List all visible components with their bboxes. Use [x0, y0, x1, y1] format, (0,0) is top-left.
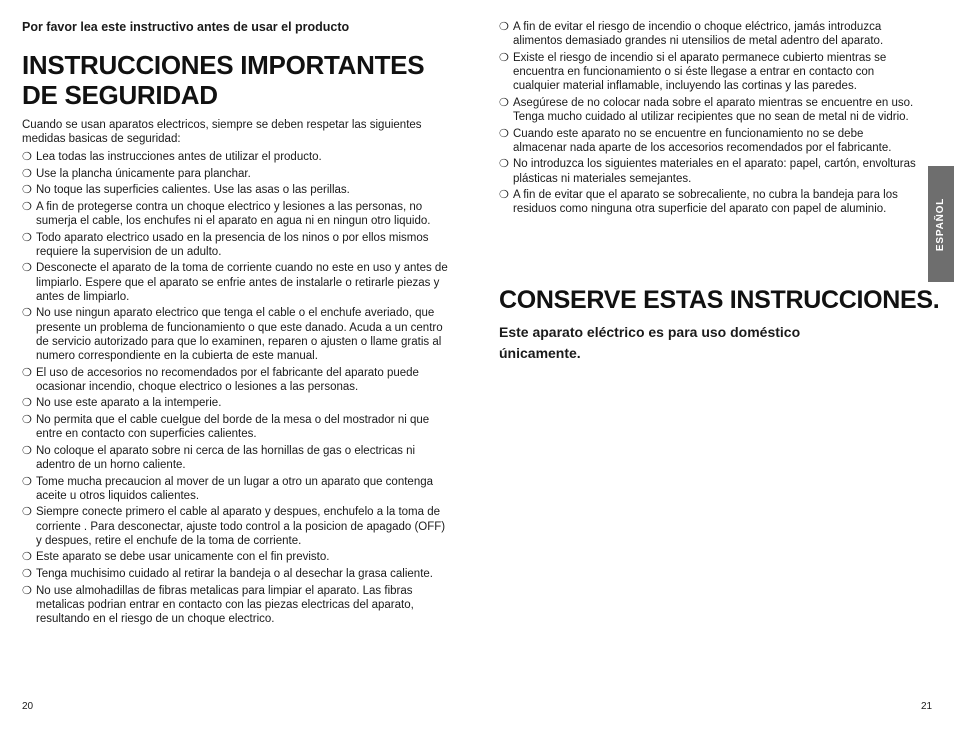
conserve-title: CONSERVE ESTAS INSTRUCCIONES. [499, 286, 940, 314]
list-item [22, 584, 448, 627]
bullet-icon: ❍ [499, 96, 509, 109]
bullet-icon: ❍ [22, 584, 32, 597]
list-item [499, 127, 919, 155]
bullet-icon: ❍ [499, 158, 509, 171]
safety-list-left [22, 150, 448, 629]
domestic-use-note: Este aparato eléctrico es para uso doméstico únicamente. [499, 324, 801, 361]
list-item [499, 188, 919, 216]
bullet-icon: ❍ [22, 567, 32, 580]
list-item [22, 261, 448, 304]
safety-list-right [499, 20, 919, 219]
bullet-icon: ❍ [22, 475, 32, 488]
page-title [22, 50, 452, 110]
list-item-text: Use la plancha únicamente para planchar. [36, 167, 251, 180]
list-item-text: A fin de protegerse contra un choque electrico y lesiones a las personas, no sumerja el cable, los enchufes ni el aparato en agua ni en ningun otro liquido. [36, 200, 431, 227]
bullet-icon: ❍ [22, 231, 32, 244]
list-item [22, 183, 448, 197]
list-item-text: Desconecte el aparato de la toma de corriente cuando no este en uso y antes de limpiarlo. Espere que el aparato se enfrie antes de instalarle o retirarle piezas y antes de limpiarlo. [36, 262, 448, 303]
bullet-icon: ❍ [22, 151, 32, 163]
list-item [22, 505, 448, 548]
list-item [22, 396, 448, 410]
list-item-text: Siempre conecte primero el cable al aparato y despues, enchufelo a la toma de corriente . Para desconectar, ajuste todo control a la posicion de apagado (OFF) y despues, retire el enchufe de la toma de corriente. [36, 506, 446, 547]
bullet-icon: ❍ [22, 413, 32, 426]
list-item [22, 444, 448, 472]
list-item-text: A fin de evitar el riesgo de incendio o choque eléctrico, jamás introduzca alimentos demasiado grandes ni utensilios de metal adentro del aparato. [513, 21, 884, 48]
list-item-text: No coloque el aparato sobre ni cerca de las hornillas de gas o electricas ni adentro de un horno caliente. [36, 444, 416, 471]
list-item [22, 550, 448, 564]
list-item [22, 475, 448, 503]
list-item-text: Existe el riesgo de incendio si el aparato permanece cubierto mientras se encuentra en funcionamiento o si éste llegase a entrar en contacto con cualquier material inflamable, incluyendo las cortinas y las paredes. [513, 51, 887, 93]
list-item-text: Todo aparato electrico usado en la presencia de los ninos o por ellos mismos requiere la supervision de un adulto. [36, 231, 429, 258]
list-item-text: A fin de evitar que el aparato se sobrecaliente, no cubra la bandeja para los residuos como ninguna otra superficie del aparato con papel de aluminio. [513, 189, 898, 216]
list-item-text: Tome mucha precaucion al mover de un lugar a otro un aparato que contenga aceite u otros liquidos calientes. [36, 475, 434, 502]
language-tab [928, 166, 954, 282]
list-item-text: No toque las superficies calientes. Use las asas o las perillas. [36, 184, 350, 197]
bullet-icon: ❍ [22, 551, 32, 564]
list-item-text: Este aparato se debe usar unicamente con el fin previsto. [36, 551, 330, 564]
list-item-text: Lea todas las instrucciones antes de utilizar el producto. [36, 151, 322, 163]
intro-note: Por favor lea este instructivo antes de usar el producto [22, 20, 350, 34]
list-item [22, 200, 448, 228]
list-item [22, 306, 448, 363]
list-item [22, 231, 448, 259]
list-item-text: No permita que el cable cuelgue del borde de la mesa o del mostrador ni que entre en contacto con superficies calientes. [36, 413, 430, 441]
list-item-text: No use almohadillas de fibras metalicas para limpiar el aparato. Las fibras metalicas podrian entrar en contacto con las piezas electricas del aparato, resultando en el riesgo de un choque electrico. [36, 584, 414, 625]
list-item [22, 167, 448, 181]
list-item [22, 567, 448, 581]
list-item [22, 366, 448, 394]
bullet-icon: ❍ [499, 21, 509, 33]
list-item-text: Cuando este aparato no se encuentre en funcionamiento no se debe almacenar nada aparte de los accesorios recomendados por el fabricante. [513, 127, 892, 154]
page-number-left: 20 [22, 701, 34, 712]
right-page [477, 0, 954, 738]
title-line-1: INSTRUCCIONES IMPORTANTES [22, 50, 425, 80]
bullet-icon: ❍ [22, 200, 32, 213]
bullet-icon: ❍ [22, 184, 32, 197]
bullet-icon: ❍ [22, 366, 32, 379]
list-item-text: El uso de accesorios no recomendados por el fabricante del aparato puede ocasionar incendio, choque electrico o lesiones a las personas. [36, 366, 419, 393]
bullet-icon: ❍ [499, 127, 509, 140]
list-item [499, 20, 919, 48]
list-item [499, 96, 919, 124]
page-number-right: 21 [921, 701, 933, 712]
bullet-icon: ❍ [22, 444, 32, 457]
list-item-text: Tenga muchisimo cuidado al retirar la bandeja o al desechar la grasa caliente. [36, 567, 433, 580]
list-item-text: No introduzca los siguientes materiales en el aparato: papel, cartón, envolturas plásticas ni materiales semejantes. [513, 158, 916, 185]
bullet-icon: ❍ [22, 167, 32, 180]
bullet-icon: ❍ [22, 397, 32, 410]
list-item-text: Asegúrese de no colocar nada sobre el aparato mientras se encuentre en uso. Tenga mucho cuidado al utilizar recipientes que no sean de metal ni de vidrio. [513, 96, 914, 123]
language-tab-label: ESPAÑOL [935, 197, 947, 251]
title-line-2: DE SEGURIDAD [22, 80, 218, 110]
bullet-icon: ❍ [499, 189, 509, 202]
list-item [22, 150, 448, 164]
bullet-icon: ❍ [22, 506, 32, 519]
list-item [499, 51, 919, 94]
list-item [22, 413, 448, 441]
bullet-icon: ❍ [22, 262, 32, 275]
intro-text: Cuando se usan aparatos electricos, siempre se deben respetar las siguientes medidas basicas de seguridad: [22, 119, 422, 145]
list-item-text: No use ningun aparato electrico que tenga el cable o el enchufe averiado, que presente un problema de funcionamiento o que este danado. Acuda a un centro de servicio autorizado para que lo examinen, reparen o ajusten o llame gratis al numero correspondiente en la cubierta de este manual. [36, 307, 443, 362]
bullet-icon: ❍ [22, 307, 32, 320]
bullet-icon: ❍ [499, 51, 509, 64]
list-item-text: No use este aparato a la intemperie. [36, 397, 222, 410]
list-item [499, 157, 919, 185]
